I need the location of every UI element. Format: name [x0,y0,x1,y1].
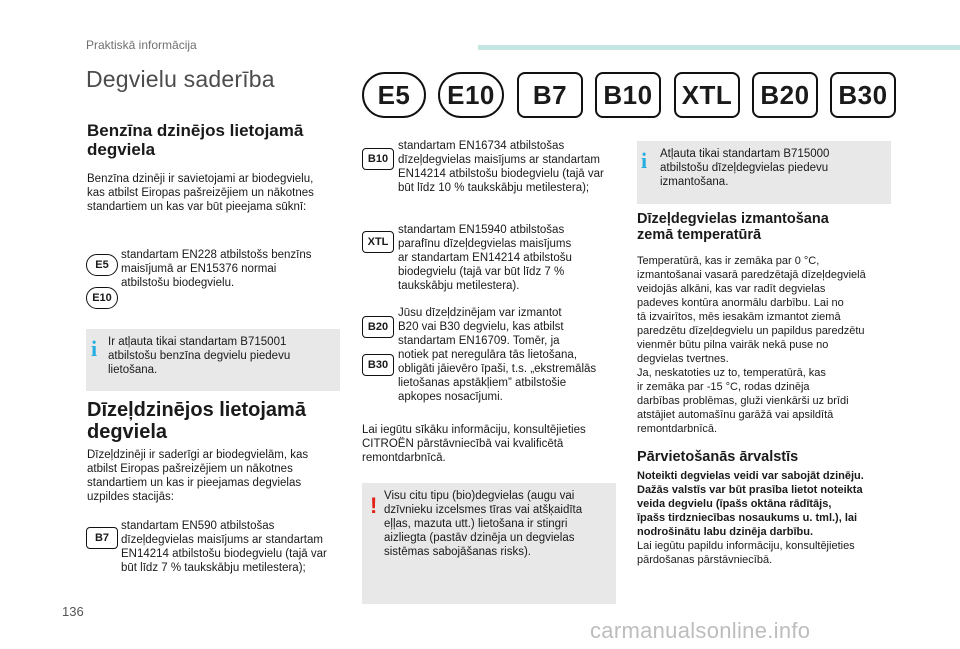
section-label: Praktiskā informācija [86,38,197,52]
abroad-line: pārdošanas pārstāvniecībā. [637,554,773,566]
petrol-badge-e5: E5 [86,254,118,276]
b20-b30-text-line: lietošanas apstākļiem” atbilstošie [398,377,567,389]
petrol-intro-line: standartiem un kas var būt pieejama sūknī: [87,201,307,213]
page-number: 136 [62,604,84,619]
low-temp-line: ir zemāka par -15 °C, rodas dzinēja [637,381,810,393]
b10-text-line: standartam EN16734 atbilstošas [398,140,565,152]
b10-text-line: būt līdz 10 % taukskābju metilestera); [398,182,590,194]
diesel-badge-b30: B30 [362,354,394,376]
petrol-intro-line: Benzīna dzinēji ir savietojami ar biodegvielu, [87,173,314,185]
petrol-standard-text [121,248,346,290]
warning-line: aizliegta (pastāv dzinēja un degvielas [384,532,575,544]
b7-text-line: EN14214 atbilstošu biodegvielu (tajā var [121,548,327,560]
low-temp-heading [637,211,897,243]
b10-text-line: dīzeļdegvielas maisījums ar standartam [398,154,600,166]
petrol-info-line: atbilstošu benzīna degvielu piedevu [108,350,291,362]
diesel-intro-line: atbilst Eiropas pašreizējiem un nākotnes [87,463,293,475]
fuel-badge-b30: B30 [830,72,896,118]
low-temp-line: veidojās alkāni, kas var radīt degvielas [637,283,826,295]
xtl-text-line: biodegvielu (tajā var būt līdz 7 % [398,266,565,278]
diesel-intro [87,448,347,504]
fuel-badge-xtl: XTL [674,72,740,118]
abroad-text [637,539,899,567]
low-temp-text [637,254,899,436]
page-title: Degvielu saderība [86,66,275,92]
petrol-info-line: Ir atļauta tikai standartam B715001 [108,336,287,348]
abroad-heading: Pārvietošanās ārvalstīs [637,449,799,465]
warning-icon: ! [370,493,378,518]
low-temp-line: degvielas tvertnes. [637,353,729,365]
diesel-heading [87,399,347,443]
low-temp-line: remontdarbnīcā. [637,423,718,435]
petrol-standard-line: standartam EN228 atbilstošs benzīns [121,249,312,261]
low-temp-line: izmantošanai vasarā paredzētajā dīzeļdegvielā [637,269,866,281]
petrol-badge-e10: E10 [86,287,118,309]
petrol-heading-line2: degviela [87,140,156,159]
more-info-line: Lai iegūtu sīkāku informāciju, konsultējieties [362,424,586,436]
petrol-standard-line: maisījumā ar EN15376 normai [121,263,277,275]
b20-b30-text-line: notiek pat neregulāra tās lietošana, [398,349,578,361]
xtl-text-line: parafīnu dīzeļdegvielas maisījums [398,238,572,250]
more-info-text [362,423,612,465]
diesel-badge-b7: B7 [86,527,118,549]
petrol-intro-line: kas atbilst Eiropas pašreizējiem un nākotnes [87,187,314,199]
info-icon: i [91,336,98,361]
b10-text-line: EN14214 atbilstošu biodegvielu (tajā var [398,168,604,180]
abroad-bold-line: nodrošinātu labu dzinēja darbību. [637,526,814,538]
xtl-text-line: standartam EN15940 atbilstošas [398,224,565,236]
abroad-bold-line: Noteikti degvielas veidi var sabojāt dzinēju. [637,470,864,482]
warning-line: sistēmas sabojāšanas risks). [384,546,531,558]
fuel-badge-b7: B7 [517,72,583,118]
diesel-badge-xtl: XTL [362,231,394,253]
b20-b30-text-line: B20 vai B30 degvielu, kas atbilst [398,321,564,333]
low-temp-line: atstājiet automašīnu garāžā vai apsildītā [637,409,834,421]
additive-info-line: atbilstošu dīzeļdegvielas piedevu [660,162,829,174]
b20-b30-text [398,306,620,404]
low-temp-line: tā izvairītos, mēs iesakām izmantot ziemā [637,311,841,323]
diesel-badge-b10: B10 [362,148,394,170]
low-temp-heading-line1: Dīzeļdegvielas izmantošana [637,211,829,227]
fuel-badge-e5: E5 [362,72,426,118]
fuel-badge-b10: B10 [595,72,661,118]
low-temp-heading-line2: zemā temperatūrā [637,227,762,243]
abroad-bold-text [637,469,899,539]
b7-text-line: dīzeļdegvielas maisījums ar standartam [121,534,323,546]
more-info-line: remontdarbnīcā. [362,452,446,464]
xtl-text-line: ar standartam EN14214 atbilstošu [398,252,572,264]
xtl-text [398,223,618,293]
b20-b30-text-line: obligāti jāievēro īpaši, t.s. „ekstremālās [398,363,597,375]
additive-info-line: izmantošana. [660,176,729,188]
low-temp-line: Temperatūrā, kas ir zemāka par 0 °C, [637,255,820,267]
diesel-heading-line2: degviela [87,421,168,443]
petrol-heading-line1: Benzīna dzinējos lietojamā [87,121,304,140]
abroad-line: Lai iegūtu papildu informāciju, konsultējieties [637,540,855,552]
petrol-standard-line: atbilstošu biodegvielu. [121,277,235,289]
warning-text [384,489,610,559]
fuel-badge-e10: E10 [438,72,504,118]
abroad-bold-line: Dažās valstīs var būt prasība lietot noteikta [637,484,863,496]
diesel-badge-b20: B20 [362,316,394,338]
diesel-heading-line1: Dīzeļdzinējos lietojamā [87,399,306,421]
additive-info-text [660,147,886,189]
info-icon: i [641,148,648,173]
diesel-intro-line: uzpildes stacijās: [87,491,174,503]
b7-text-line: būt līdz 7 % taukskābju metilestera); [121,562,306,574]
b20-b30-text-line: Jūsu dīzeļdzinējam var izmantot [398,307,562,319]
abroad-bold-line: veida degvielu (īpašs oktāna rādītājs, [637,498,832,510]
warning-line: Visu citu tipu (bio)degvielas (augu vai [384,490,575,502]
diesel-intro-line: Dīzeļdzinēji ir saderīgi ar biodegvielām, kas [87,449,309,461]
b7-text-line: standartam EN590 atbilstošas [121,520,275,532]
watermark: carmanualsonline.info [590,618,811,643]
petrol-info-line: lietošana. [108,364,158,376]
abroad-bold-line: īpašs tirdzniecības nosaukums u. tml.), lai [637,512,858,524]
petrol-heading [87,121,347,159]
b20-b30-text-line: apkopes nosacījumi. [398,391,503,403]
xtl-text-line: taukskābju metilestera). [398,280,520,292]
low-temp-line: paredzētu dīzeļdegvielu un papildus paredzētu [637,325,865,337]
warning-line: eļļas, mazuta utt.) lietošana ir stingri [384,518,568,530]
warning-line: dzīvnieku izcelsmes tīras vai atšķaidīta [384,504,583,516]
petrol-info-text [108,335,336,377]
low-temp-line: darbības problēmas, gluži vienkārši uz brīdi [637,395,849,407]
b7-text [121,519,346,575]
diesel-intro-line: standartiem un kas ir pieejamas degvielas [87,477,302,489]
b10-text [398,139,618,195]
low-temp-line: vienmēr būtu pilna vairāk nekā puse no [637,339,829,351]
b20-b30-text-line: standartam EN16709. Tomēr, ja [398,335,560,347]
additive-info-line: Atļauta tikai standartam B715000 [660,148,830,160]
fuel-badge-b20: B20 [752,72,818,118]
petrol-intro [87,172,347,214]
low-temp-line: Ja, neskatoties uz to, temperatūrā, kas [637,367,826,379]
more-info-line: CITROËN pārstāvniecībā vai kvalificētā [362,438,564,450]
section-divider [478,45,960,50]
low-temp-line: padeves kontūra anormālu darbību. Lai no [637,297,844,309]
